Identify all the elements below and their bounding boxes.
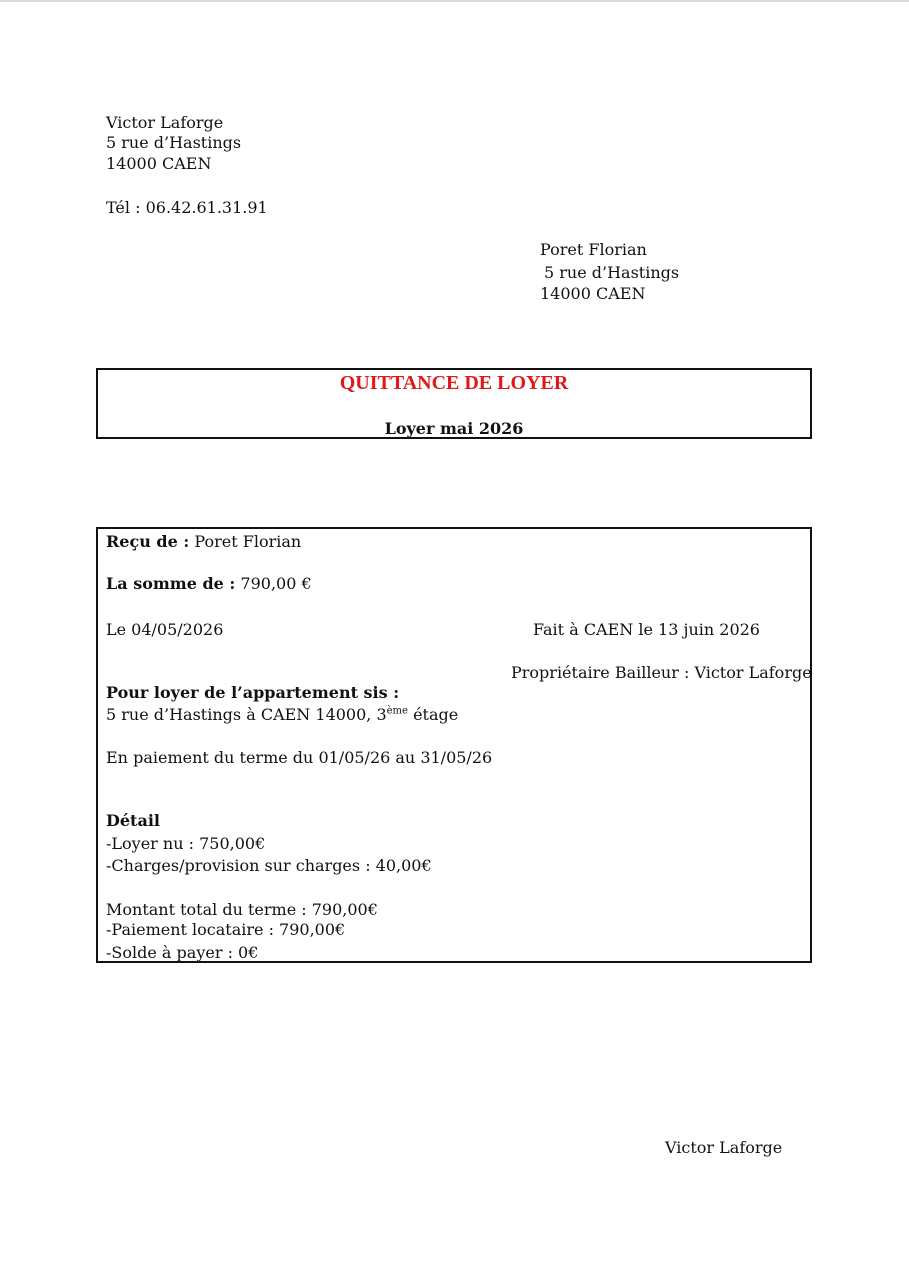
- document-title: QUITTANCE DE LOYER: [339, 372, 569, 394]
- recipient-name: Poret Florian: [540, 240, 647, 259]
- sender-phone: Tél : 06.42.61.31.91: [106, 198, 268, 217]
- loyer-label: Pour loyer de l’appartement sis :: [106, 683, 400, 702]
- receipt-box: [96, 527, 812, 963]
- page-top-border: [0, 0, 909, 2]
- sender-street: 5 rue d’Hastings: [106, 133, 242, 152]
- detail-label: Détail: [106, 811, 160, 830]
- sender-city: 14000 CAEN: [106, 154, 212, 173]
- fait-a: Fait à CAEN le 13 juin 2026: [533, 620, 760, 639]
- document-subtitle: Loyer mai 2026: [384, 419, 524, 438]
- address-sup: ème: [386, 705, 408, 717]
- recu-line: [106, 531, 301, 552]
- recu-label: Reçu de :: [106, 532, 190, 551]
- payment-date: Le 04/05/2026: [106, 620, 224, 639]
- address-main: 5 rue d’Hastings à CAEN 14000, 3: [106, 705, 387, 724]
- recipient-street: 5 rue d’Hastings: [544, 263, 680, 282]
- address-end: étage: [413, 705, 459, 724]
- sender-name: Victor Laforge: [106, 113, 224, 132]
- signature-name: Victor Laforge: [665, 1138, 783, 1157]
- recipient-city: 14000 CAEN: [540, 284, 646, 303]
- paiement-locataire: -Paiement locataire : 790,00€: [106, 920, 346, 939]
- montant-total: Montant total du terme : 790,00€: [106, 900, 378, 919]
- title-box: [96, 368, 812, 439]
- solde: -Solde à payer : 0€: [106, 943, 259, 962]
- recu-value: Poret Florian: [194, 532, 302, 551]
- somme-value: 790,00 €: [240, 574, 312, 593]
- property-address: [106, 704, 458, 725]
- charges: -Charges/provision sur charges : 40,00€: [106, 856, 432, 875]
- somme-label: La somme de :: [106, 574, 236, 593]
- proprietaire-bailleur: Propriétaire Bailleur : Victor Laforge: [511, 663, 812, 682]
- loyer-nu: -Loyer nu : 750,00€: [106, 834, 266, 853]
- periode: En paiement du terme du 01/05/26 au 31/05/26: [106, 748, 493, 767]
- somme-line: [106, 573, 312, 594]
